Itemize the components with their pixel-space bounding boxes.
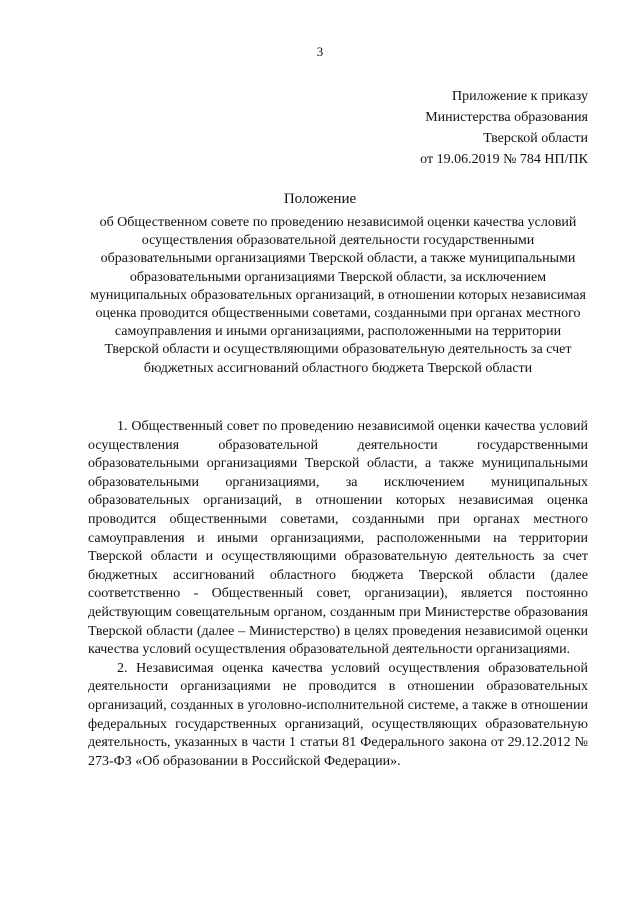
document-subtitle: об Общественном совете по проведению независимой оценки качества условий осуществления образовательной деятельности государственными образовательными организациями Тверской области, а также муниципальными образовательными организациями Тверской области, за исключением муниципальных образовательных организаций, в отношении которых независимая оценка проводится общественными советами, созданными при органах местного самоуправления и иными организациями, расположенными на территории Тверской области и осуществляющими образовательную деятельность за счет бюджетных ассигнований областного бюджета Тверской области xyxy=(90,215,586,376)
page-number: 3 xyxy=(316,44,324,59)
appendix-line: Тверской области xyxy=(483,131,588,146)
paragraph-1: 1. Общественный совет по проведению независимой оценки качества условий осуществления образовательной деятельности государственными образовательными организациями Тверской области, а также муниципальными образовательными организациями, за исключением муниципальных образовательных организаций, в отношении которых независимая оценка проводится общественными советами, созданными при органах местного самоуправления и иными организациями, расположенными на территории Тверской области и осуществляющими образовательную деятельность за счет бюджетных ассигнований областного бюджета Тверской области (далее соответственно - Общественный совет, организации), является постоянно действующим совещательным органом, созданным при Министерстве образования Тверской области (далее – Министерство) в целях проведения независимой оценки качества условий осуществления образовательной деятельности организациями. xyxy=(88,419,588,658)
appendix-line: Министерства образования xyxy=(425,110,588,125)
document-body xyxy=(88,418,588,771)
appendix-block xyxy=(420,86,588,170)
paragraph-2: 2. Независимая оценка качества условий осуществления образовательной деятельности организациями не проводится в отношении образовательных организаций, созданных в уголовно-исполнительной системе, а также в отношении федеральных государственных организаций, осуществляющих образовательную деятельность, указанных в части 1 статьи 81 Федерального закона от 29.12.2012 № 273-ФЗ «Об образовании в Российской Федерации». xyxy=(88,660,588,769)
appendix-order-ref: от 19.06.2019 № 784 НП/ПК xyxy=(420,152,588,167)
appendix-line: Приложение к приказу xyxy=(452,89,588,104)
document-title: Положение xyxy=(283,191,357,207)
